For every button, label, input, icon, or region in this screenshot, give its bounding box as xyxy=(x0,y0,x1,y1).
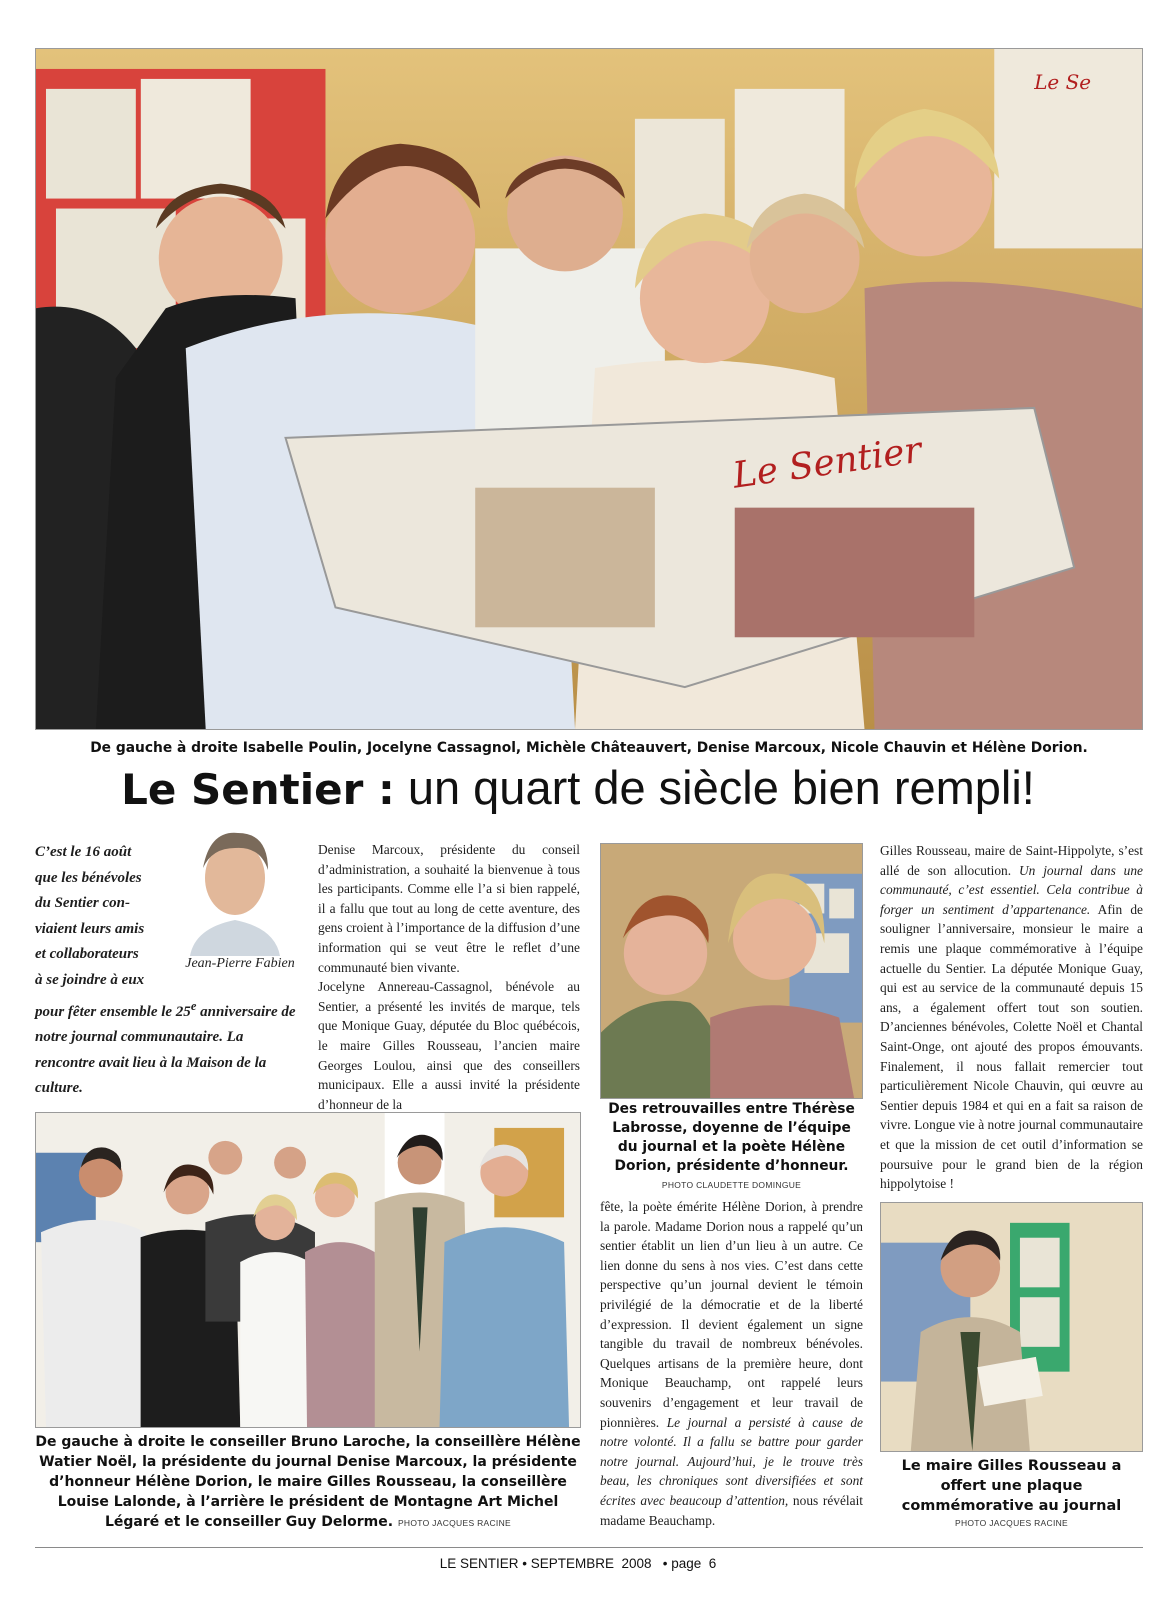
author-portrait xyxy=(180,818,290,956)
intro-line: à se joindre à eux xyxy=(35,971,145,988)
article-column-2 xyxy=(318,840,580,1114)
mayor-photo-illustration xyxy=(881,1203,1142,1451)
article-paragraph: Jocelyne Annereau-Cassagnol, bénévole au Sentier, a présenté les invités de marque, tels que Monique Guay, députée du Bloc québécois, le maire Gilles Rousseau, l’ancien maire Georges Loulou, ainsi que des conseillers municipaux. Elle a aussi invité la présidente d’honneur de la xyxy=(318,979,580,1112)
author-signature: Jean-Pierre Fabien xyxy=(185,956,295,971)
intro-line: et collaborateurs xyxy=(35,946,139,963)
author-photo xyxy=(180,818,290,956)
newspaper-masthead: Le Sentier xyxy=(730,429,925,497)
headline-bold: Le Sentier : xyxy=(121,765,395,814)
article-text: Gilles Rousseau, maire de Saint-Hippolyte, s’est allé de son allocution. xyxy=(880,843,1143,878)
middle-photo-caption: Des retrouvailles entre Thérèse Labrosse, doyenne de l’équipe du journal et la poète Hélène Dorion, présidente d’honneur. xyxy=(608,1101,855,1174)
svg-text:Le Se: Le Se xyxy=(1034,69,1092,94)
intro-line: viaient leurs amis xyxy=(35,920,145,937)
intro-line: C’est le 16 août xyxy=(35,844,132,860)
article-paragraph: Denise Marcoux, présidente du conseil d’administration, a souhaité la bienvenue à tous les participants. Comme elle l’a si bien rappelé, il a fallu que tout au long de cette aventure, des gens croient à l’importance de la diffusion d’une information qui se veut être le reflet d’une communauté bien vivante. xyxy=(318,842,580,975)
footer-rule xyxy=(35,1547,1143,1548)
mayor-quote: Un journal dans une communauté, c’est essentiel. Cela contribue à forger un sentiment d’appartenance. xyxy=(880,862,1143,917)
group-photo-illustration xyxy=(36,1113,580,1427)
beauchamp-quote: Le journal a persisté à cause de notre volonté. Il a fallu se battre pour garder notre journal. Aujourd’hui, je le trouve très beau, les chroniques sont diversifiées et sont écrites avec beaucoup d’attention, xyxy=(600,1414,863,1508)
group-caption-text: De gauche à droite le conseiller Bruno Laroche, la conseillère Hélène Watier Noël, la présidente du journal Denise Marcoux, la présidente d’honneur Hélène Dorion, le maire Gilles Rousseau, la conseillère Louise Lalonde, à l’arrière le président de Montagne Art Michel Légaré et le conseiller Guy Delorme. xyxy=(35,1434,581,1530)
middle-photo-credit: PHOTO CLAUDETTE DOMINGUE xyxy=(661,1180,802,1190)
article-text: nous révélait madame Beauchamp. xyxy=(600,1492,864,1528)
middle-photo xyxy=(600,843,863,1099)
article-text: Afin de souligner l’anniversaire, monsieur le maire a remis une plaque commémorative à l’équipe actuelle du Sentier. La députée Monique Guay, qui est au service de la communauté depuis 15 ans, a également offert tout son soutien. D’anciennes bénévoles, Colette Noël et Chantal Saint-Onge, ont ajouté des propos émouvants. Finalement, il nous fallait remercier tout particulièrement Nicole Chauvin, qui œuvre au Sentier depuis 1984 et qui en a fait sa raison de vivre. Longue vie à notre journal communautaire et que la mission de cet outil d’information se poursuive pour le grand bien de la région hippolytoise ! xyxy=(880,901,1143,1192)
intro-tail: pour fêter ensemble le 25e anniversaire de notre journal communautaire. La rencontre avait lieu à la Maison de la culture. xyxy=(35,998,296,1097)
page-footer: LE SENTIER • SEPTEMBRE 2008 • page 6 xyxy=(439,1556,717,1571)
mayor-photo-caption: Le maire Gilles Rousseau a offert une plaque commémorative au journal xyxy=(901,1458,1122,1514)
group-photo xyxy=(35,1112,581,1428)
article-column-4 xyxy=(880,841,1143,1194)
top-photo-caption: De gauche à droite Isabelle Poulin, Jocelyne Cassagnol, Michèle Châteauvert, Denise Marcoux, Nicole Chauvin et Hélène Dorion. xyxy=(90,740,1088,756)
group-photo-credit: PHOTO JACQUES RACINE xyxy=(397,1518,511,1528)
headline-light: un quart de siècle bien rempli! xyxy=(394,761,1035,814)
group-photo-caption xyxy=(35,1432,581,1533)
intro-line: que les bénévoles xyxy=(35,869,142,886)
intro-line: du Sentier con- xyxy=(35,895,131,912)
middle-photo-illustration xyxy=(601,844,862,1098)
article-text: fête, la poète émérite Hélène Dorion, à prendre la parole. Madame Dorion nous a rappelé qu’un sentier établit un lien d’un lieu à un autre. Ce lien donne du sens à nos vies. C’est dans cette perspective qu’un journal devient le témoin privilégié de la démocratie et de la liberté d’expression. Il devient également un signe tangible du travail de nombreux bénévoles. Quelques artisans de la première heure, dont Monique Beauchamp, ont rappelé leurs souvenirs d’engagement et leur travail de pionnières. xyxy=(600,1199,863,1430)
mayor-photo-credit: PHOTO JACQUES RACINE xyxy=(954,1518,1069,1528)
top-photo-illustration xyxy=(36,49,1142,729)
article-headline xyxy=(0,758,1156,830)
article-column-3 xyxy=(600,1197,863,1530)
top-group-photo xyxy=(35,48,1143,730)
mayor-photo xyxy=(880,1202,1143,1452)
